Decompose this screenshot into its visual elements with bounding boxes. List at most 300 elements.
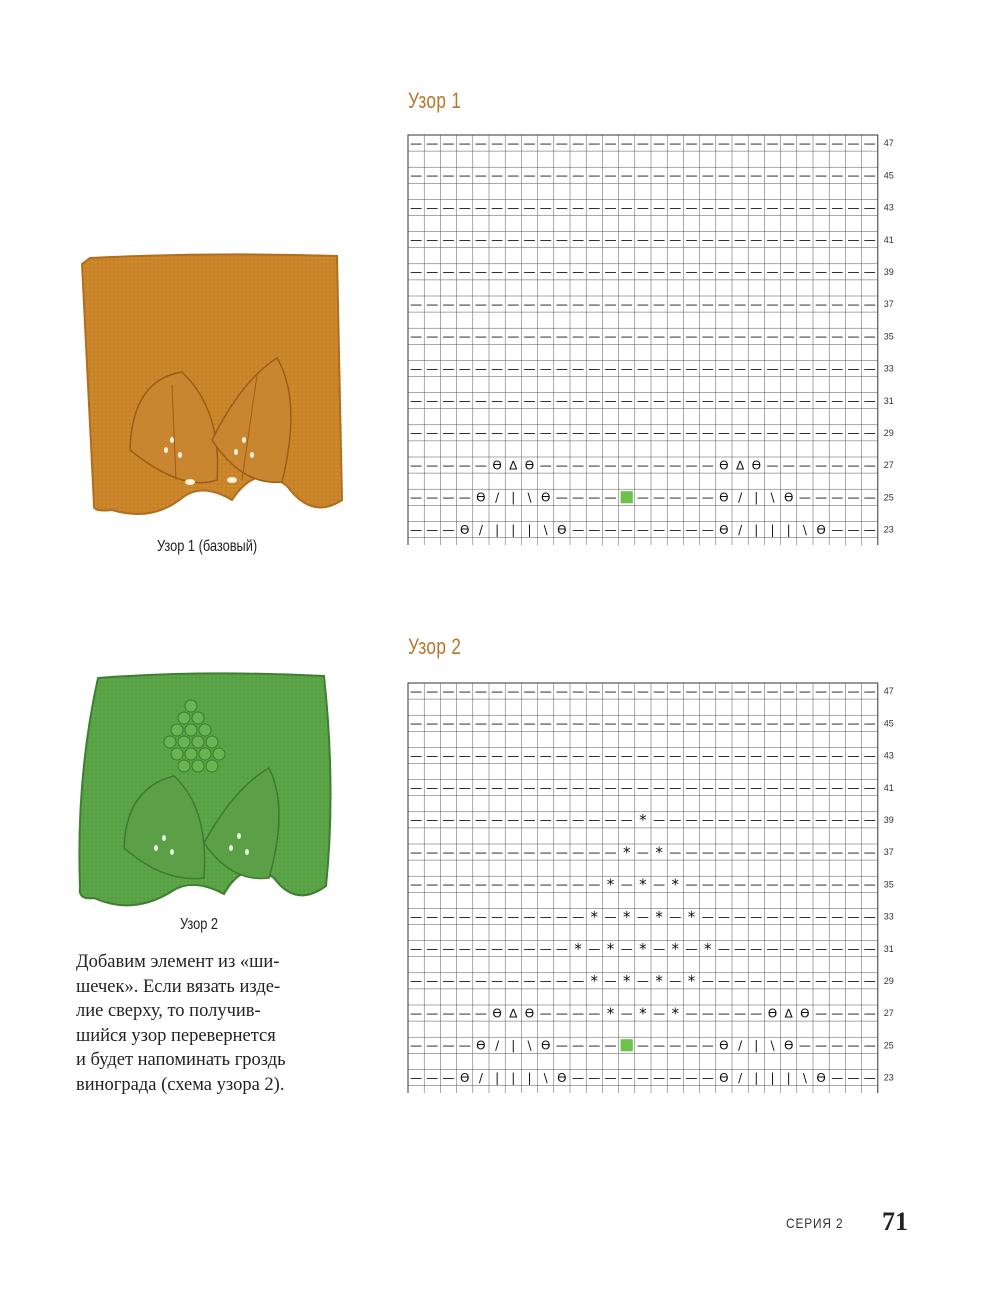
chart-symbol: — xyxy=(458,877,471,892)
chart-symbol: — xyxy=(750,780,763,795)
chart-symbol: — xyxy=(442,974,455,989)
chart-symbol: — xyxy=(572,780,585,795)
chart-symbol: — xyxy=(701,780,714,795)
chart-symbol: — xyxy=(734,426,747,441)
chart-symbol: \ xyxy=(770,1038,775,1053)
chart-symbol: — xyxy=(604,780,617,795)
chart-symbol: — xyxy=(701,329,714,344)
chart-symbol: — xyxy=(782,813,795,828)
chart-symbol: — xyxy=(815,136,828,151)
chart-symbol: — xyxy=(863,909,876,924)
chart-symbol: — xyxy=(685,490,698,505)
chart-symbol: — xyxy=(685,1006,698,1021)
chart-symbol: — xyxy=(863,136,876,151)
chart-symbol: ϴ xyxy=(783,1038,794,1053)
chart-symbol: — xyxy=(507,361,520,376)
chart-symbol: — xyxy=(604,136,617,151)
chart-symbol: — xyxy=(572,716,585,731)
chart-symbol: — xyxy=(734,265,747,280)
chart-symbol: — xyxy=(669,780,682,795)
chart-symbol: * xyxy=(622,907,631,926)
chart-symbol: — xyxy=(588,168,601,183)
chart-symbol: — xyxy=(491,136,504,151)
chart-symbol: — xyxy=(572,1038,585,1053)
chart-symbol: — xyxy=(863,1038,876,1053)
chart-symbol: — xyxy=(831,168,844,183)
chart-symbol: — xyxy=(734,329,747,344)
chart-symbol: — xyxy=(847,490,860,505)
chart-symbol: — xyxy=(491,168,504,183)
chart-symbol: — xyxy=(410,232,423,247)
chart-symbol: — xyxy=(669,232,682,247)
chart-symbol: — xyxy=(620,1006,633,1021)
chart-symbol: ∆ xyxy=(509,458,518,473)
chart-symbol: — xyxy=(863,297,876,312)
chart-symbol: — xyxy=(523,136,536,151)
chart-symbol: * xyxy=(622,972,631,991)
chart-symbol: — xyxy=(555,974,568,989)
chart-symbol: — xyxy=(507,297,520,312)
chart-symbol: — xyxy=(653,329,666,344)
chart-symbol: * xyxy=(639,939,647,958)
chart-symbol: — xyxy=(782,297,795,312)
chart-symbol: — xyxy=(572,426,585,441)
chart-symbol: — xyxy=(734,232,747,247)
chart-row-number: 25 xyxy=(883,492,894,503)
chart-symbol: — xyxy=(766,232,779,247)
chart-symbol: \ xyxy=(543,522,548,537)
chart-symbol: — xyxy=(831,458,844,473)
chart-symbol: — xyxy=(474,716,487,731)
chart-symbol: — xyxy=(491,329,504,344)
chart-symbol: — xyxy=(863,845,876,860)
chart-symbol: — xyxy=(734,393,747,408)
chart-symbol: — xyxy=(507,780,520,795)
chart-row-number: 39 xyxy=(883,267,894,278)
chart-symbol: — xyxy=(815,780,828,795)
chart-symbol: — xyxy=(442,1070,455,1085)
chart-symbol: — xyxy=(572,458,585,473)
chart-symbol: — xyxy=(798,200,811,215)
chart-symbol: — xyxy=(410,361,423,376)
chart-symbol: — xyxy=(831,361,844,376)
chart-symbol: — xyxy=(620,329,633,344)
chart-symbol: / xyxy=(495,490,500,505)
chart-symbol: / xyxy=(738,522,743,537)
chart-symbol: — xyxy=(636,329,649,344)
chart-symbol: — xyxy=(604,329,617,344)
chart-symbol: — xyxy=(458,909,471,924)
chart-symbol: — xyxy=(636,780,649,795)
chart-symbol: — xyxy=(491,845,504,860)
chart-symbol: — xyxy=(458,845,471,860)
chart-symbol: — xyxy=(831,813,844,828)
chart-symbol: — xyxy=(815,1038,828,1053)
chart-symbol: — xyxy=(474,780,487,795)
chart-symbol: — xyxy=(717,200,730,215)
chart-symbol: — xyxy=(669,200,682,215)
chart-symbol: — xyxy=(588,813,601,828)
chart-symbol: — xyxy=(782,361,795,376)
chart-symbol: — xyxy=(426,426,439,441)
chart-symbol: — xyxy=(701,136,714,151)
chart-symbol: — xyxy=(847,393,860,408)
chart-symbol: \ xyxy=(543,1070,548,1085)
chart-symbol: / xyxy=(738,490,743,505)
chart-symbol: — xyxy=(831,1070,844,1085)
chart-symbol: — xyxy=(555,684,568,699)
chart-symbol: — xyxy=(815,490,828,505)
chart-symbol: — xyxy=(572,522,585,537)
chart-symbol: — xyxy=(636,748,649,763)
chart-symbol: — xyxy=(426,845,439,860)
chart-symbol: — xyxy=(782,748,795,763)
chart-symbol: — xyxy=(426,877,439,892)
chart-symbol: \ xyxy=(802,522,807,537)
chart-symbol: — xyxy=(669,909,682,924)
chart-symbol: — xyxy=(766,684,779,699)
chart-symbol: — xyxy=(426,716,439,731)
chart-row-number: 39 xyxy=(883,815,894,826)
chart-symbol: — xyxy=(863,232,876,247)
chart-symbol: — xyxy=(798,168,811,183)
chart-row-number: 33 xyxy=(883,911,894,922)
chart-symbol: — xyxy=(863,265,876,280)
chart-symbol: — xyxy=(410,845,423,860)
chart-symbol: — xyxy=(847,1006,860,1021)
chart-symbol: — xyxy=(815,168,828,183)
chart-symbol: — xyxy=(863,522,876,537)
chart-symbol: — xyxy=(620,458,633,473)
chart-symbol: — xyxy=(410,136,423,151)
chart-symbol: * xyxy=(671,939,680,958)
chart-symbol: — xyxy=(442,1038,455,1053)
chart-symbol: * xyxy=(606,939,615,958)
chart-symbol: — xyxy=(572,329,585,344)
chart-symbol: — xyxy=(815,845,828,860)
chart-symbol: — xyxy=(863,329,876,344)
chart-symbol: — xyxy=(410,168,423,183)
chart-symbol: — xyxy=(555,136,568,151)
chart-symbol: — xyxy=(442,877,455,892)
chart-symbol: — xyxy=(458,136,471,151)
chart-symbol: — xyxy=(620,941,633,956)
chart-symbol: — xyxy=(572,136,585,151)
chart-symbol: — xyxy=(426,232,439,247)
chart-symbol: ϴ xyxy=(459,1070,470,1085)
chart-symbol: — xyxy=(604,168,617,183)
chart-symbol: — xyxy=(717,168,730,183)
chart-symbol: — xyxy=(782,458,795,473)
chart-symbol: — xyxy=(426,813,439,828)
chart-symbol: — xyxy=(766,393,779,408)
chart-symbol: — xyxy=(847,1038,860,1053)
chart-symbol: — xyxy=(863,168,876,183)
chart-symbol: — xyxy=(442,845,455,860)
chart-symbol: — xyxy=(734,297,747,312)
chart-symbol: — xyxy=(653,1038,666,1053)
chart-symbol: — xyxy=(604,265,617,280)
chart-symbol: — xyxy=(750,361,763,376)
chart-symbol: — xyxy=(831,716,844,731)
chart-symbol: — xyxy=(604,909,617,924)
chart-symbol: — xyxy=(620,200,633,215)
chart-symbol: — xyxy=(815,813,828,828)
chart-symbol: — xyxy=(847,974,860,989)
chart-symbol: — xyxy=(426,265,439,280)
chart-symbol: — xyxy=(782,684,795,699)
chart-symbol: — xyxy=(782,136,795,151)
chart-symbol: — xyxy=(863,200,876,215)
chart-symbol: — xyxy=(523,974,536,989)
chart-symbol: | xyxy=(770,1070,775,1085)
chart-symbol: ϴ xyxy=(719,1038,729,1053)
chart-symbol: — xyxy=(798,265,811,280)
chart-symbol: — xyxy=(701,458,714,473)
chart-symbol: — xyxy=(685,941,698,956)
chart-symbol: — xyxy=(685,877,698,892)
chart-symbol: ϴ xyxy=(767,1006,778,1021)
chart-symbol: — xyxy=(734,168,747,183)
chart-symbol: — xyxy=(555,458,568,473)
chart-symbol: — xyxy=(620,168,633,183)
chart-symbol: — xyxy=(734,200,747,215)
chart-symbol: — xyxy=(863,877,876,892)
chart-symbol: — xyxy=(798,780,811,795)
chart-symbol: — xyxy=(588,780,601,795)
chart-symbol: — xyxy=(507,877,520,892)
chart-symbol: — xyxy=(491,297,504,312)
chart-symbol: \ xyxy=(527,490,532,505)
chart-symbol: — xyxy=(847,136,860,151)
chart-symbol: — xyxy=(507,748,520,763)
chart-symbol: — xyxy=(555,813,568,828)
chart-symbol: — xyxy=(539,877,552,892)
chart-symbol: — xyxy=(766,361,779,376)
chart-symbol: — xyxy=(798,136,811,151)
chart-symbol: — xyxy=(507,168,520,183)
chart-symbol: — xyxy=(653,265,666,280)
chart-symbol: — xyxy=(474,1006,487,1021)
chart-symbol: / xyxy=(738,1038,743,1053)
chart-symbol: — xyxy=(831,974,844,989)
chart-symbol: — xyxy=(523,716,536,731)
chart-symbol: — xyxy=(474,361,487,376)
chart-symbol: — xyxy=(474,232,487,247)
chart-symbol: — xyxy=(766,265,779,280)
chart-symbol: — xyxy=(863,780,876,795)
chart-symbol: — xyxy=(458,458,471,473)
chart-symbol: — xyxy=(831,297,844,312)
chart-symbol: — xyxy=(701,232,714,247)
pattern1-caption: Узор 1 (базовый) xyxy=(157,538,258,555)
chart-symbol: — xyxy=(669,168,682,183)
chart-symbol: — xyxy=(815,748,828,763)
chart-symbol: — xyxy=(539,329,552,344)
chart-symbol: — xyxy=(653,393,666,408)
chart-symbol: — xyxy=(474,845,487,860)
chart-symbol: — xyxy=(426,136,439,151)
chart-symbol: ϴ xyxy=(524,458,535,473)
chart-symbol: — xyxy=(523,393,536,408)
chart-symbol: — xyxy=(572,974,585,989)
chart-symbol: — xyxy=(442,909,455,924)
chart-symbol: — xyxy=(685,1070,698,1085)
chart-symbol: — xyxy=(620,393,633,408)
chart-symbol: — xyxy=(717,780,730,795)
chart-symbol: — xyxy=(523,329,536,344)
chart-symbol: — xyxy=(474,297,487,312)
chart-symbol: — xyxy=(831,684,844,699)
chart-symbol: — xyxy=(831,329,844,344)
chart-symbol: — xyxy=(410,426,423,441)
chart-symbol: \ xyxy=(770,490,775,505)
chart-symbol: — xyxy=(474,877,487,892)
chart-symbol: / xyxy=(738,1070,743,1085)
chart-symbol: — xyxy=(410,522,423,537)
chart-row-number: 47 xyxy=(883,138,894,149)
chart-symbol: — xyxy=(507,265,520,280)
chart-symbol: | xyxy=(786,522,791,537)
chart-symbol: — xyxy=(410,458,423,473)
chart-symbol: — xyxy=(555,361,568,376)
chart-symbol: — xyxy=(458,168,471,183)
chart-symbol: | xyxy=(754,1070,759,1085)
chart-symbol: — xyxy=(798,877,811,892)
chart-symbol: — xyxy=(815,361,828,376)
chart-symbol: — xyxy=(458,813,471,828)
pattern2-caption: Узор 2 xyxy=(180,916,219,933)
chart-symbol: — xyxy=(653,136,666,151)
chart-symbol: ϴ xyxy=(719,490,729,505)
chart-symbol: — xyxy=(555,232,568,247)
chart-symbol: — xyxy=(766,813,779,828)
chart-row-number: 23 xyxy=(883,1072,894,1083)
chart-symbol: * xyxy=(639,811,647,830)
chart-symbol: — xyxy=(701,168,714,183)
chart-symbol: — xyxy=(750,426,763,441)
chart-symbol: — xyxy=(523,941,536,956)
chart-symbol: — xyxy=(750,684,763,699)
chart-symbol: — xyxy=(701,490,714,505)
chart-row-number: 23 xyxy=(883,524,894,535)
chart-symbol: — xyxy=(669,329,682,344)
chart-symbol: — xyxy=(474,426,487,441)
chart-row-number: 45 xyxy=(883,170,894,181)
chart-symbol: — xyxy=(572,1070,585,1085)
chart-symbol: — xyxy=(636,136,649,151)
chart-symbol: — xyxy=(588,393,601,408)
chart-row-number: 27 xyxy=(883,460,894,471)
chart-symbol: — xyxy=(555,909,568,924)
chart-symbol: — xyxy=(636,232,649,247)
chart-symbol: — xyxy=(847,200,860,215)
chart-row-number: 43 xyxy=(883,202,894,213)
chart-symbol: — xyxy=(717,941,730,956)
chart-symbol: — xyxy=(701,877,714,892)
chart-symbol: — xyxy=(750,393,763,408)
chart-symbol: — xyxy=(507,232,520,247)
chart-symbol: — xyxy=(636,361,649,376)
chart-symbol: — xyxy=(847,361,860,376)
chart-symbol: — xyxy=(426,329,439,344)
chart-symbol: — xyxy=(588,426,601,441)
chart-symbol: — xyxy=(831,393,844,408)
chart-symbol: — xyxy=(474,329,487,344)
chart-symbol: — xyxy=(588,361,601,376)
chart-symbol: — xyxy=(653,780,666,795)
chart-symbol: — xyxy=(847,909,860,924)
chart-symbol: — xyxy=(847,168,860,183)
chart-symbol: — xyxy=(750,136,763,151)
chart-symbol: — xyxy=(685,426,698,441)
chart-symbol: — xyxy=(507,200,520,215)
chart-symbol: — xyxy=(572,265,585,280)
chart-symbol: — xyxy=(685,297,698,312)
chart-symbol: ∆ xyxy=(784,1006,793,1021)
chart-row-number: 37 xyxy=(883,847,894,858)
chart-symbol: — xyxy=(491,426,504,441)
chart-symbol: * xyxy=(671,875,680,894)
chart-symbol: — xyxy=(831,136,844,151)
chart-symbol: — xyxy=(636,522,649,537)
chart-symbol: — xyxy=(734,780,747,795)
chart-symbol: — xyxy=(426,168,439,183)
chart-symbol: — xyxy=(831,877,844,892)
chart-symbol: — xyxy=(815,684,828,699)
chart-symbol: — xyxy=(474,136,487,151)
chart-symbol: * xyxy=(639,875,647,894)
chart-symbol: ϴ xyxy=(476,1038,486,1053)
chart-symbol: — xyxy=(701,716,714,731)
chart-symbol: — xyxy=(474,168,487,183)
chart-symbol: — xyxy=(766,974,779,989)
chart-symbol: — xyxy=(636,458,649,473)
pattern1-chart xyxy=(405,130,905,545)
chart-symbol: — xyxy=(491,748,504,763)
chart-symbol: — xyxy=(458,361,471,376)
chart-symbol: — xyxy=(604,361,617,376)
chart-symbol: — xyxy=(636,716,649,731)
chart-symbol: — xyxy=(555,393,568,408)
green-knitted-swatch-image xyxy=(74,668,336,916)
body-line: шечек». Если вязать изде- xyxy=(76,976,281,997)
chart-symbol: — xyxy=(863,716,876,731)
chart-symbol: ϴ xyxy=(476,490,486,505)
chart-symbol: — xyxy=(620,297,633,312)
chart-symbol: * xyxy=(655,907,663,926)
chart-symbol: — xyxy=(750,168,763,183)
chart-symbol: — xyxy=(604,297,617,312)
chart-symbol: — xyxy=(604,974,617,989)
chart-symbol: ∆ xyxy=(509,1006,518,1021)
chart-symbol: — xyxy=(426,684,439,699)
chart-symbol: — xyxy=(491,265,504,280)
chart-symbol: — xyxy=(426,393,439,408)
chart-symbol: — xyxy=(636,974,649,989)
chart-symbol: — xyxy=(717,716,730,731)
chart-symbol: * xyxy=(606,875,615,894)
chart-symbol: — xyxy=(588,490,601,505)
chart-symbol: — xyxy=(604,1038,617,1053)
chart-row-number: 31 xyxy=(883,395,894,406)
chart-symbol: — xyxy=(653,458,666,473)
chart-symbol: — xyxy=(815,458,828,473)
chart-symbol: — xyxy=(636,426,649,441)
chart-symbol: ϴ xyxy=(459,522,470,537)
chart-symbol: — xyxy=(442,1006,455,1021)
chart-symbol: — xyxy=(798,974,811,989)
